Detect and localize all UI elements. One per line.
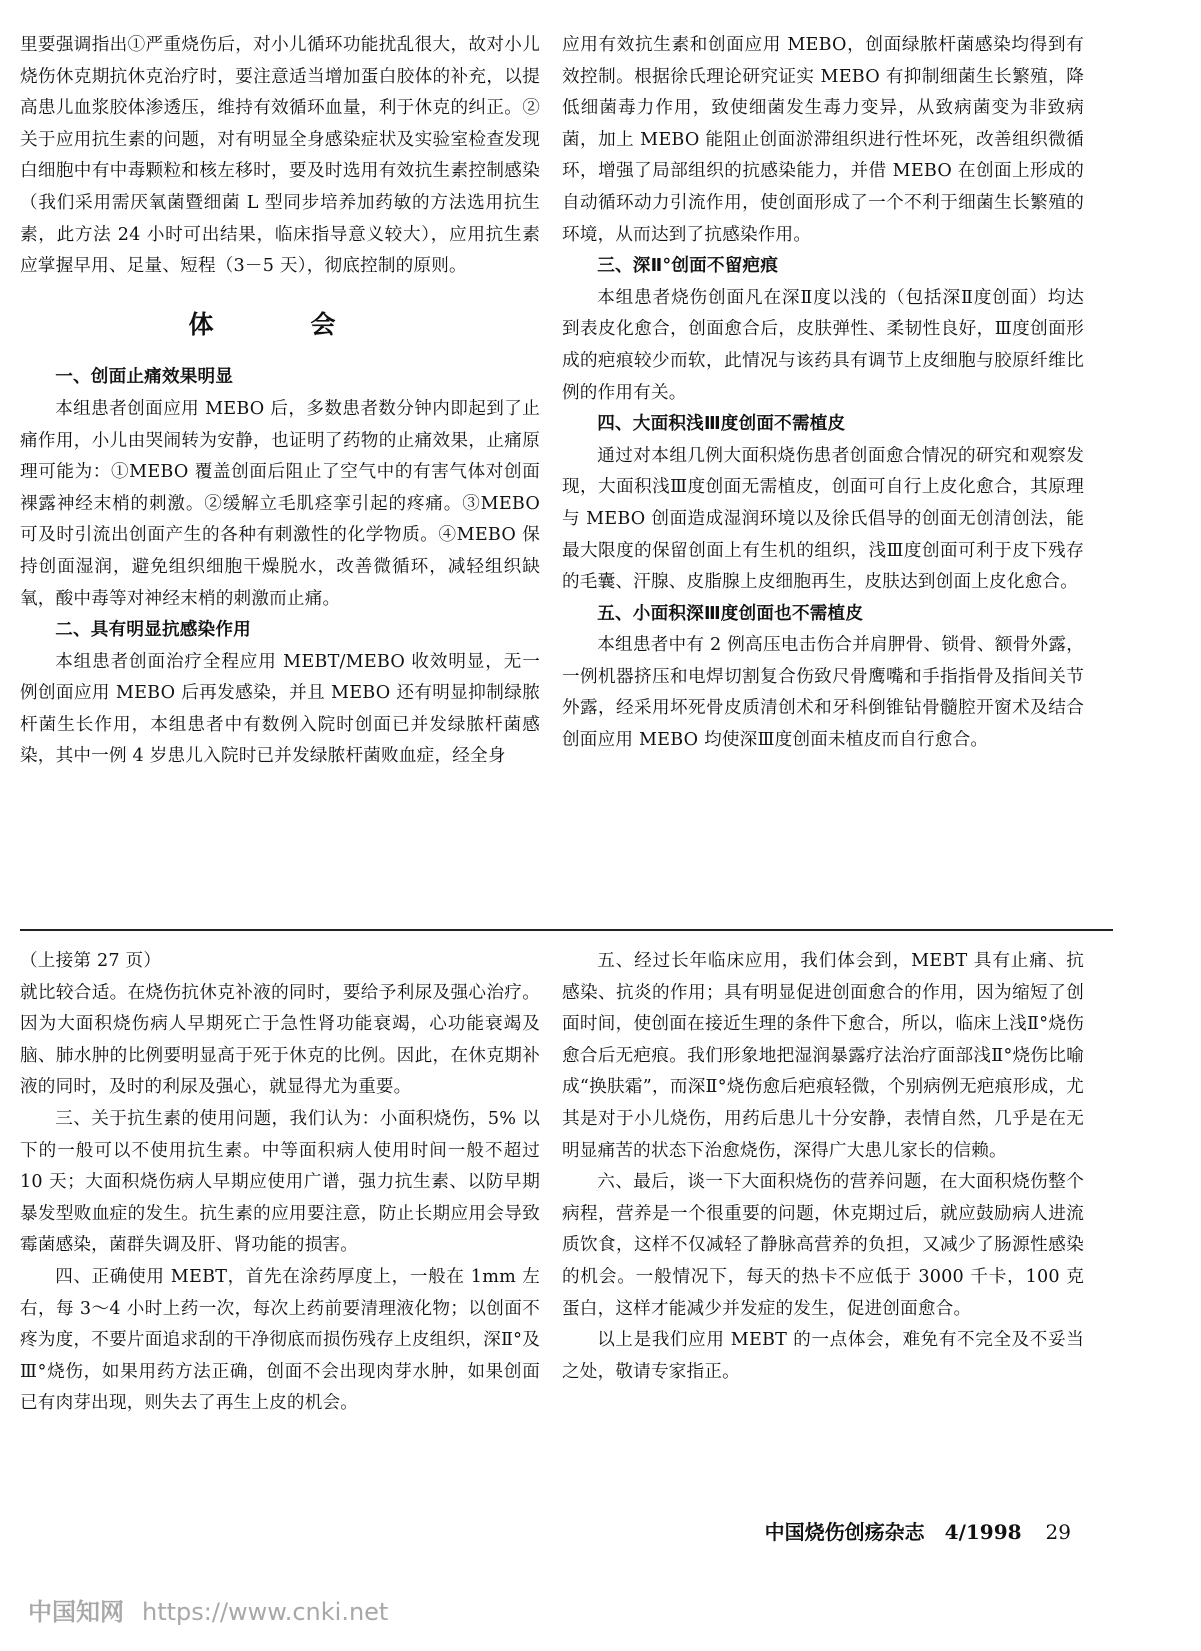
paragraph: 就比较合适。在烧伤抗休克补液的同时，要给予利尿及强心治疗。因为大面积烧伤病人早期死亡于急性肾功能衰竭，心功能衰竭及脑、肺水肿的比例要明显高于死于休克的比例。因此，在休克期补液的同时，及时的利尿及强心，就显得尤为重要。 [20,982,540,1098]
subheading: 三、深Ⅱ°创面不留疤痕 [597,256,779,277]
paragraph: 五、经过长年临床应用，我们体会到，MEBT 具有止痛、抗感染、抗炎的作用；具有明显促进创面愈合的作用，因为缩短了创面时间，使创面在接近生理的条件下愈合，所以，临床上浅Ⅱ°烧伤愈合后无疤痕。我们形象地把湿润暴露疗法治疗面部浅Ⅱ°烧伤比喻成“换肤霜”，而深Ⅱ°烧伤愈后疤痕轻微，个别病例无疤痕形成，尤其是对于小儿烧伤，用药后患儿十分安静，表情自然，几乎是在无明显痛苦的状态下治愈烧伤，深得广大患儿家长的信赖。 [562,951,1084,1161]
watermark-url: https://www.cnki.net [142,1598,389,1626]
journal-name: 中国烧伤创疡杂志 4/1998 [764,1520,1022,1544]
section-title: 体 会 [188,309,372,339]
paragraph: 里要强调指出①严重烧伤后，对小儿循环功能扰乱很大，故对小儿烧伤休克期抗休克治疗时，要注意适当增加蛋白胶体的补充，以提高患儿血浆胶体渗透压，维持有效循环血量，利于休克的纠正。②关于应用抗生素的问题，对有明显全身感染症状及实验室检查发现白细胞中有中毒颗粒和核左移时，要及时选用有效抗生素控制感染（我们采用需厌氧菌暨细菌 L 型同步培养加药敏的方法选用抗生素，此方法 24 小时可出结果，临床指导意义较大），应用抗生素应掌握早用、足量、短程（3－5 天），彻底控制的原则。 [20,35,540,277]
page-footer [765,1516,1071,1545]
top-left-column [20,30,540,773]
bottom-left-column [20,946,540,1420]
paragraph: 以上是我们应用 MEBT 的一点体会，难免有不完全及不妥当之处，敬请专家指正。 [562,1330,1084,1382]
subheading: 四、大面积浅Ⅲ度创面不需植皮 [597,414,846,435]
page-number: 29 [1045,1520,1071,1544]
watermark-brand: 中国知网 [28,1598,124,1626]
paragraph: 三、关于抗生素的使用问题，我们认为：小面积烧伤，5% 以下的一般可以不使用抗生素。中等面积病人使用时间一般不超过 10 天；大面积烧伤病人早期应使用广谱，强力抗生素、以防早期暴发型败血症的发生。抗生素的应用要注意，防止长期应用会导致霉菌感染，菌群失调及肝、肾功能的损害。 [20,1108,540,1256]
subheading: 一、创面止痛效果明显 [55,367,234,388]
paragraph: 四、正确使用 MEBT，首先在涂药厚度上，一般在 1mm 左右，每 3～4 小时上药一次，每次上药前要清理液化物；以创面不疼为度，不要片面追求刮的干净彻底而损伤残存上皮组织，深Ⅱ°及Ⅲ°烧伤，如果用药方法正确，创面不会出现肉芽水肿，如果创面已有肉芽出现，则失去了再生上皮的机会。 [20,1266,540,1414]
paragraph: 本组患者创面治疗全程应用 MEBT/MEBO 收效明显，无一例创面应用 MEBO 后再发感染，并且 MEBO 还有明显抑制绿脓杆菌生长作用，本组患者中有数例入院时创面已并发绿脓杆菌感染，其中一例 4 岁患儿入院时已并发绿脓杆菌败血症，经全身 [20,651,540,767]
paragraph: 应用有效抗生素和创面应用 MEBO，创面绿脓杆菌感染均得到有效控制。根据徐氏理论研究证实 MEBO 有抑制细菌生长繁殖，降低细菌毒力作用，致使细菌发生毒力变异，从致病菌变为非致病菌，加上 MEBO 能阻止创面淤滞组织进行性坏死，改善组织微循环，增强了局部组织的抗感染能力，并借 MEBO 在创面上形成的自动循环动力引流作用，使创面形成了一个不利于细菌生长繁殖的环境，从而达到了抗感染作用。 [562,35,1084,245]
paragraph: 本组患者创面应用 MEBO 后，多数患者数分钟内即起到了止痛作用，小儿由哭闹转为安静，也证明了药物的止痛效果，止痛原理可能为：①MEBO 覆盖创面后阻止了空气中的有害气体对创面裸露神经末梢的刺激。②缓解立毛肌痉挛引起的疼痛。③MEBO 可及时引流出创面产生的各种有刺激性的化学物质。④MEBO 保持创面湿润，避免组织细胞干燥脱水，改善微循环，减轻组织缺氧，酸中毒等对神经末梢的刺激而止痛。 [20,398,540,609]
continued-note: （上接第 27 页） [20,951,162,971]
paragraph: 本组患者中有 2 例高压电击伤合并肩胛骨、锁骨、额骨外露，一例机器挤压和电焊切割复合伤致尺骨鹰嘴和手指指骨及指间关节外露，经采用坏死骨皮质清创术和牙科倒锥钻骨髓腔开窗术及结合创面应用 MEBO 均使深Ⅲ度创面未植皮而自行愈合。 [562,635,1084,751]
subheading: 五、小面积深Ⅲ度创面也不需植皮 [597,603,864,624]
paragraph: 六、最后，谈一下大面积烧伤的营养问题，在大面积烧伤整个病程，营养是一个很重要的问题，休克期过后，就应鼓励病人进流质饮食，这样不仅减轻了静脉高营养的负担，又减少了肠源性感染的机会。一般情况下，每天的热卡不应低于 3000 千卡，100 克蛋白，这样才能减少并发症的发生，促进创面愈合。 [562,1172,1084,1319]
top-right-column [562,30,1084,757]
paragraph: 本组患者烧伤创面凡在深Ⅱ度以浅的（包括深Ⅱ度创面）均达到表皮化愈合，创面愈合后，皮肤弹性、柔韧性良好，Ⅲ度创面形成的疤痕较少而软，此情况与该药具有调节上皮细胞与胶原纤维比例的作用有关。 [562,287,1084,403]
bottom-right-column [562,946,1084,1388]
subheading: 二、具有明显抗感染作用 [55,620,251,641]
cnki-watermark [28,1592,388,1627]
section-divider [20,929,1113,931]
paragraph: 通过对本组几例大面积烧伤患者创面愈合情况的研究和观察发现，大面积浅Ⅲ度创面无需植皮，创面可自行上皮化愈合，其原理与 MEBO 创面造成湿润环境以及徐氏倡导的创面无创清创法，能最大限度的保留创面上有生机的组织，浅Ⅲ度创面可利于皮下残存的毛囊、汗腺、皮脂腺上皮细胞再生，皮肤达到创面上皮化愈合。 [562,445,1084,593]
